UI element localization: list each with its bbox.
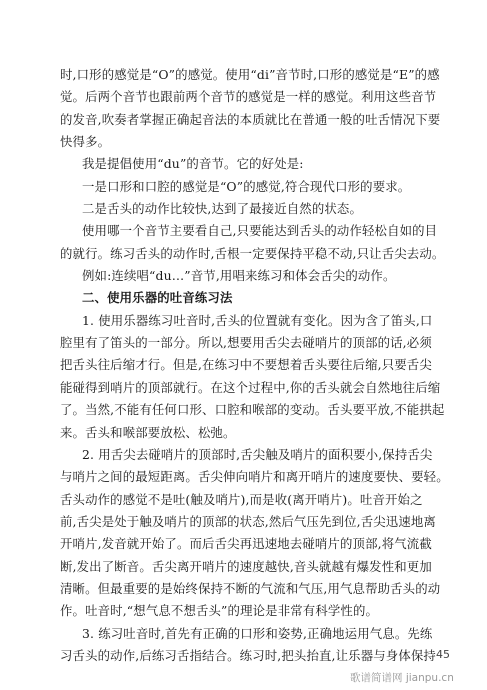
- text-line: 的就行。练习舌头的动作时,舌根一定要保持平稳不动,只让舌尖去动。: [60, 245, 445, 261]
- text-line: 与哨片之间的最短距离。舌尖伸向哨片和离开哨片的速度要快、要轻。: [60, 469, 449, 485]
- watermark-text: 歌谱简谱网 jianpu.cn: [350, 672, 454, 684]
- text-line: 能碰得到哨片的顶部就行。在这个过程中,你的舌头就会自然地往后缩: [60, 379, 441, 395]
- text-line: 的发音,吹奏者掌握正确起音法的本质就比在普通一般的吐舌情况下要: [60, 111, 441, 127]
- text-line: 二是舌头的动作比较快,达到了最接近自然的状态。: [82, 201, 362, 217]
- text-line: 清晰。但最重要的是始终保持不断的气流和气压,用气息帮助舌头的动: [60, 580, 441, 596]
- text-line: 2. 用舌尖去碰哨片的顶部时,舌尖触及哨片的面积要小,保持舌尖: [82, 446, 433, 462]
- text-line: 例如:连续唱“du…”音节,用唱来练习和体会舌尖的动作。: [82, 268, 396, 284]
- text-line: 觉。后两个音节也跟前两个音节的感觉是一样的感觉。利用这些音节: [60, 89, 437, 105]
- text-line: 断,发出了断音。舌尖离开哨片的速度越快,音头就越有爆发性和更加: [60, 558, 432, 574]
- page-number: 45: [436, 648, 450, 661]
- body-text: [60, 64, 460, 667]
- text-line: 把舌头往后缩才行。但是,在练习中不要想着舌头要往后缩,只要舌尖: [60, 357, 432, 373]
- text-line: 使用哪一个音节主要看自己,只要能达到舌头的动作轻松自如的目: [82, 223, 438, 239]
- text-line: 腔里有了笛头的一部分。所以,想要用舌尖去碰哨片的顶部的话,必须: [60, 335, 432, 351]
- text-line: 我是提倡使用“du”的音节。它的好处是:: [82, 156, 304, 172]
- text-line: 一是口形和口腔的感觉是“O”的感觉,符合现代口形的要求。: [82, 178, 411, 194]
- text-line: 前,舌尖是处于触及哨片的顶部的状态,然后气压先到位,舌尖迅速地离: [60, 513, 436, 529]
- text-line: 开哨片,发音就开始了。而后舌尖再迅速地去碰哨片的顶部,将气流截: [60, 536, 432, 552]
- text-line: 1. 使用乐器练习吐音时,舌头的位置就有变化。因为含了笛头,口: [82, 312, 433, 328]
- text-line: 快得多。: [60, 134, 111, 150]
- text-line: 了。当然,不能有任何口形、口腔和喉部的变动。舌头要平放,不能拱起: [60, 402, 445, 418]
- section-heading: 二、使用乐器的吐音练习法: [82, 290, 233, 306]
- text-line: 3. 练习吐音时,首先有正确的口形和姿势,正确地运用气息。先练: [82, 625, 433, 641]
- text-line: 舌头动作的感觉不是吐(触及哨片),而是收(离开哨片)。吐音开始之: [60, 491, 423, 507]
- text-line: 时,口形的感觉是“O”的感觉。使用“di”音节时,口形的感觉是“E”的感: [60, 67, 440, 82]
- text-line: 作。吐音时,“想气息不想舌头”的理论是非常有科学性的。: [60, 603, 379, 619]
- text-line: 来。舌头和喉部要放松、松弛。: [60, 424, 236, 440]
- text-line: 习舌头的动作,后练习舌指结合。练习时,把头抬直,让乐器与身体保持: [60, 647, 436, 663]
